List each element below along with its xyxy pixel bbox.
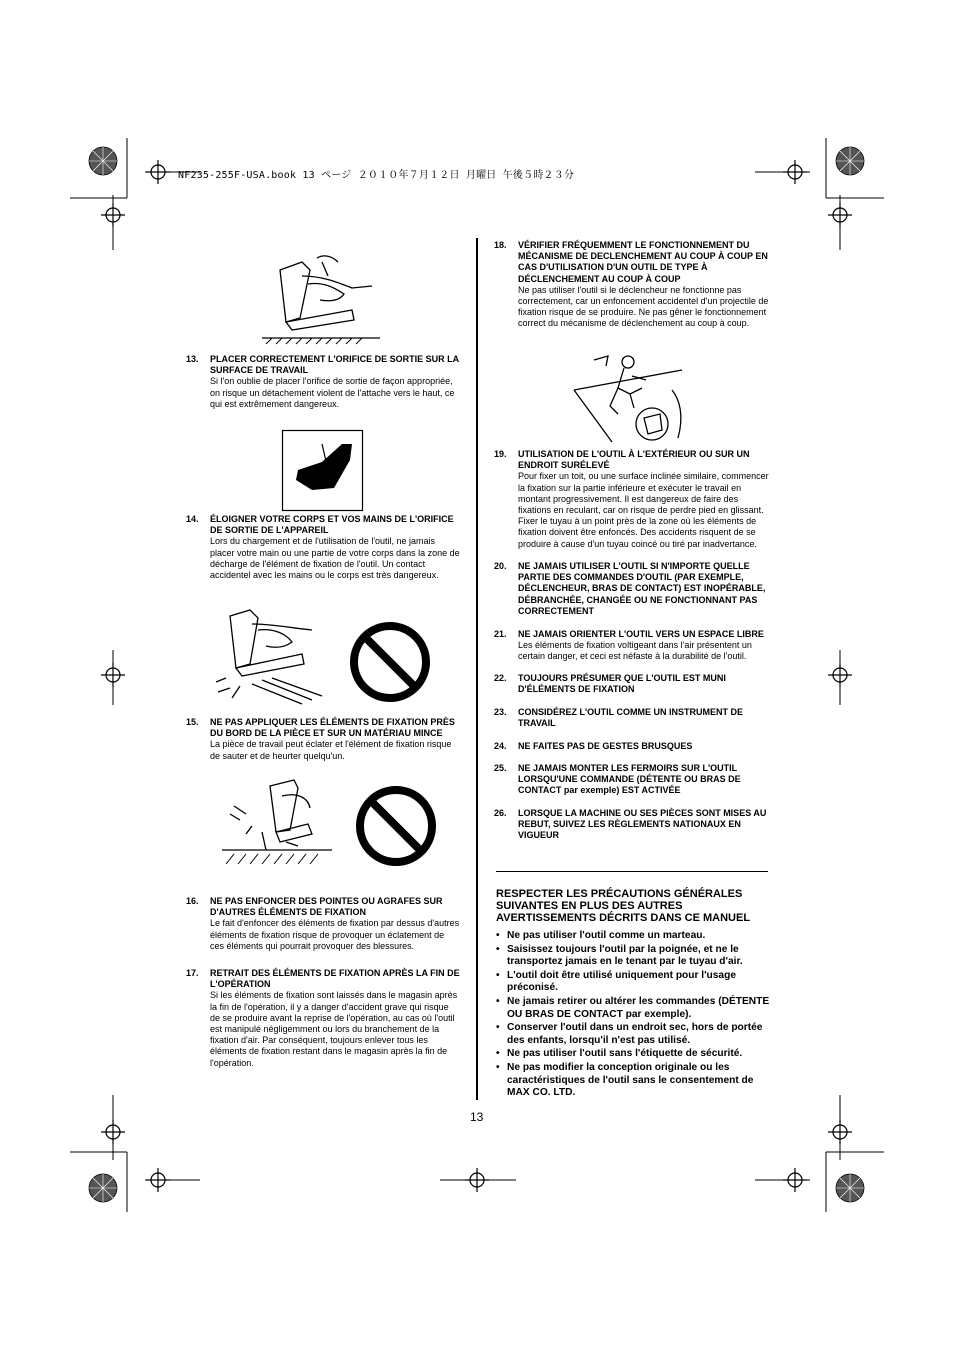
list-item: [496, 1048, 772, 1061]
general-precautions-list: [496, 930, 772, 1101]
bullet-icon: •: [496, 1061, 500, 1073]
list-item: [496, 1022, 772, 1047]
list-item-text: Conserver l'outil dans un endroit sec, hors de portée des enfants, lorsqu'il n'est pas utilisé.: [507, 1022, 763, 1046]
list-item-text: Ne pas utiliser l'outil comme un marteau.: [507, 930, 706, 941]
section-separator: [496, 871, 768, 872]
list-item-text: Ne jamais retirer ou altérer les commandes (DÉTENTE OU BRAS DE CONTACT par exemple).: [507, 995, 770, 1020]
item-text: Pour fixer un toit, ou une surface inclinée similaire, commencer la fixation sur la partie inférieure et exécuter le travail en montant progressivement. Il est dangereux de faire des fixations en reculant, car on risque de perdre pied en glissant. Fixer le tuyau à un point près de la zone où les éléments de fixation doivent être enfoncés. Des accidents risquent de se produire à cause d'un tuyau coincé ou tiré par inadvertance.: [518, 471, 769, 549]
item-text: Les éléments de fixation voltigeant dans l'air présentent un certain danger, et ceci est néfaste à la durabilité de l'outil.: [518, 640, 752, 662]
item-number: 20.: [494, 561, 507, 571]
item-title: NE FAITES PAS DE GESTES BRUSQUES: [518, 741, 693, 751]
item-number: 13.: [186, 354, 199, 364]
item-text: Le fait d'enfoncer des éléments de fixation par dessus d'autres éléments de fixation risque de provoquer un éclatement de ces éléments qui pourrait provoquer des blessures.: [210, 918, 460, 951]
item-text: Ne pas utiliser l'outil si le déclencheur ne fonctionne pas correctement, car un enfoncement accidentel d'un projectile de fixation risque de se produire. Ne pas gêner le fonctionnement correct du mécanisme de déclenchement au coup à coup.: [518, 284, 769, 329]
list-item: [496, 970, 772, 995]
item-number: 23.: [494, 707, 507, 717]
item-title: NE PAS APPLIQUER LES ÉLÉMENTS DE FIXATION PRÈS DU BORD DE LA PIÈCE ET SUR UN MATÉRIAU MINCE: [210, 717, 455, 739]
bullet-icon: •: [496, 1048, 500, 1060]
item-text: Si l'on oublie de placer l'orifice de sortie de façon appropriée, on risque un détachement violent de l'attache vers le haut, ce qui est extrêmement dangereux.: [210, 376, 455, 409]
item-number: 15.: [186, 717, 199, 727]
roof-worker-illustration: [572, 350, 692, 446]
nail-on-nail-illustration: [222, 778, 334, 870]
item-number: 19.: [494, 449, 507, 459]
list-item-text: L'outil doit être utilisé uniquement pour l'usage préconisé.: [507, 969, 736, 994]
column-divider: [476, 238, 478, 1100]
item-title: NE JAMAIS ORIENTER L'OUTIL VERS UN ESPACE LIBRE: [518, 629, 764, 639]
item-number: 18.: [494, 240, 507, 250]
item-title: LORSQUE LA MACHINE OU SES PIÈCES SONT MISES AU REBUT, SUIVEZ LES RÈGLEMENTS NATIONAUX EN VIGUEUR: [518, 808, 767, 841]
item-text: La pièce de travail peut éclater et l'élément de fixation risque de sauter et de heurter quelqu'un.: [210, 739, 452, 761]
item-title: ÉLOIGNER VOTRE CORPS ET VOS MAINS DE L'ORIFICE DE SORTIE DE L'APPAREIL: [210, 514, 454, 536]
prohibited-sign-icon-2: [354, 784, 438, 868]
item-title: VÉRIFIER FRÉQUEMMENT LE FONCTIONNEMENT DU MÉCANISME DE DECLENCHEMENT AU COUP À COUP EN CAS D'UTILISATION D'UN OUTIL DE TYPE À DÉCLENCHEMENT AU COUP À COUP: [518, 240, 768, 284]
item-title: NE JAMAIS UTILISER L'OUTIL SI N'IMPORTE QUELLE PARTIE DES COMMANDES D'OUTIL (PAR EXEMPLE, DÉCLENCHEUR, BRAS DE CONTACT) EST INOPÉRABLE, DÉBRANCHÉE, CHANGÉE OU NE FONCTIONNANT PAS CORRECTEMENT: [518, 561, 766, 616]
bullet-icon: •: [496, 995, 500, 1007]
prohibited-sign-icon: [348, 620, 432, 704]
item-title: RETRAIT DES ÉLÉMENTS DE FIXATION APRÈS LA FIN DE L'OPÉRATION: [210, 968, 460, 990]
item-number: 22.: [494, 673, 507, 683]
item-title: UTILISATION DE L'OUTIL À L'EXTÉRIEUR OU SUR UN ENDROIT SURÉLEVÉ: [518, 449, 750, 471]
bullet-icon: •: [496, 969, 500, 981]
list-item-text: Saisissez toujours l'outil par la poignée, et ne le transportez jamais en le tenant par le tuyau d'air.: [507, 943, 743, 968]
bullet-icon: •: [496, 1022, 500, 1034]
item-title: NE PAS ENFONCER DES POINTES OU AGRAFES SUR D'AUTRES ÉLÉMENTS DE FIXATION: [210, 896, 443, 918]
item-text: Si les éléments de fixation sont laissés dans le magasin après la fin de l'opération, il y a danger d'accident grave qui risque de se produire avant la reprise de l'opération, au cas où l'outil est manipulé négligemment ou lors du branchement de la fixation d'air. Par conséquent, toujours enlever tous les éléments de fixation restant dans le magasin après la fin de l'opération.: [210, 990, 458, 1068]
nailer-on-thin-material-illustration: [212, 604, 332, 704]
item-title: TOUJOURS PRÉSUMER QUE L'OUTIL EST MUNI D'ÉLÉMENTS DE FIXATION: [518, 673, 726, 695]
list-item-text: Ne pas modifier la conception originale ou les caractéristiques de l'outil sans le consentement de MAX CO. LTD.: [507, 1061, 754, 1099]
item-number: 24.: [494, 741, 507, 751]
item-number: 14.: [186, 514, 199, 524]
item-text: Lors du chargement et de l'utilisation de l'outil, ne jamais placer votre main ou une partie de votre corps dans la zone de décharge de l'élément de fixation de l'outil. Un contact accidentel avec les mains ou le corps est très dangereux.: [210, 536, 460, 581]
item-number: 26.: [494, 808, 507, 818]
bullet-icon: •: [496, 943, 500, 955]
list-item-text: Ne pas utiliser l'outil sans l'étiquette de sécurité.: [507, 1048, 743, 1060]
nailer-on-surface-illustration: [262, 248, 382, 348]
item-number: 17.: [186, 968, 199, 978]
hand-warning-illustration: [282, 430, 364, 512]
list-item: [496, 944, 772, 969]
item-title: PLACER CORRECTEMENT L'ORIFICE DE SORTIE SUR LA SURFACE DE TRAVAIL: [210, 354, 459, 376]
item-number: 25.: [494, 763, 507, 773]
bullet-icon: •: [496, 930, 500, 941]
item-number: 16.: [186, 896, 199, 906]
item-title: NE JAMAIS MONTER LES FERMOIRS SUR L'OUTIL LORSQU'UNE COMMANDE (DÉTENTE OU BRAS DE CONTACT par exemple) EST ACTIVÉE: [518, 763, 741, 796]
list-item: [496, 930, 772, 943]
file-info-header: NF235-255F-USA.book 13 ページ ２０１０年７月１２日 月曜日 午後５時２３分: [178, 170, 575, 181]
item-number: 21.: [494, 629, 507, 639]
general-precautions-title: RESPECTER LES PRÉCAUTIONS GÉNÉRALES SUIVANTES EN PLUS DES AUTRES AVERTISSEMENTS DÉCRITS DANS CE MANUEL: [496, 888, 751, 924]
list-item: [496, 1062, 772, 1100]
page-number: 13: [470, 1110, 484, 1124]
item-title: CONSIDÉREZ L'OUTIL COMME UN INSTRUMENT DE TRAVAIL: [518, 707, 743, 729]
list-item: [496, 996, 772, 1021]
